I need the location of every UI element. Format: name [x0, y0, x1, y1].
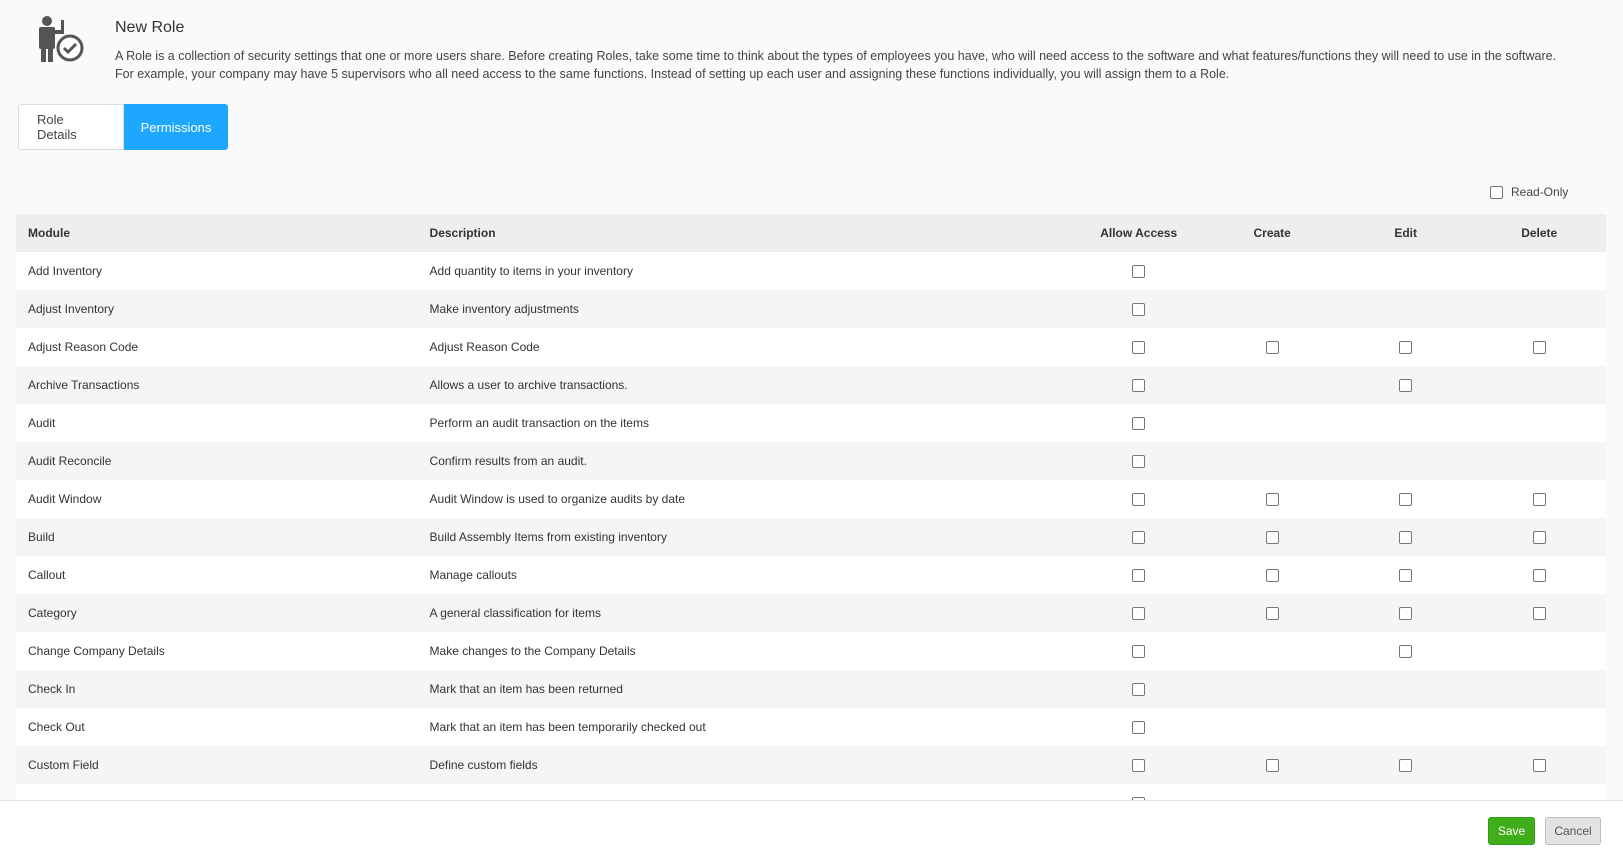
- module-cell: Category: [28, 606, 77, 620]
- column-header-edit: Edit: [1394, 226, 1418, 240]
- allow-checkbox[interactable]: [1132, 379, 1145, 392]
- module-cell: Archive Transactions: [28, 378, 140, 392]
- allow-checkbox[interactable]: [1132, 417, 1145, 430]
- delete-checkbox[interactable]: [1533, 493, 1546, 506]
- create-cell: [1205, 366, 1339, 404]
- module-cell: Check In: [28, 682, 76, 696]
- allow-checkbox[interactable]: [1132, 569, 1145, 582]
- delete-cell: [1472, 594, 1606, 632]
- delete-checkbox[interactable]: [1533, 569, 1546, 582]
- table-row: [16, 366, 1606, 404]
- create-cell: [1205, 404, 1339, 442]
- tab-permissions[interactable]: Permissions: [124, 104, 228, 150]
- allow-checkbox[interactable]: [1132, 341, 1145, 354]
- edit-checkbox[interactable]: [1399, 531, 1412, 544]
- table-header-row: [16, 214, 1606, 252]
- edit-cell: [1339, 366, 1473, 404]
- column-header-allow-access: Allow Access: [1100, 226, 1178, 240]
- edit-checkbox[interactable]: [1399, 759, 1412, 772]
- edit-cell: [1339, 404, 1473, 442]
- delete-cell: [1472, 670, 1606, 708]
- delete-cell: [1472, 708, 1606, 746]
- allow-cell: [1072, 442, 1206, 480]
- edit-cell: [1339, 670, 1473, 708]
- table-row: [16, 556, 1606, 594]
- page-intro: A Role is a collection of security settings that one or more users share. Before creating Roles, take some time to think about the types of employees you have, who will need access to the software and what features/functions they will need to use in the software. For example, your company may have 5 supervisors who all need access to the same functions. Instead of setting up each user and assigning these functions individually, you will assign them to a Role.: [115, 49, 1557, 81]
- allow-cell: [1072, 708, 1206, 746]
- create-cell: [1205, 556, 1339, 594]
- description-cell: Manage callouts: [429, 568, 517, 582]
- create-cell: [1205, 784, 1339, 800]
- delete-cell: [1472, 480, 1606, 518]
- column-header-delete: Delete: [1521, 226, 1558, 240]
- create-cell: [1205, 670, 1339, 708]
- edit-cell: [1339, 746, 1473, 784]
- delete-checkbox[interactable]: [1533, 607, 1546, 620]
- allow-cell: [1072, 366, 1206, 404]
- allow-checkbox[interactable]: [1132, 265, 1145, 278]
- module-cell: Custom Field: [28, 758, 99, 772]
- table-row: [16, 708, 1606, 746]
- description-cell: [418, 784, 1072, 800]
- description-cell: Mark that an item has been temporarily checked out: [429, 720, 706, 734]
- allow-checkbox[interactable]: [1132, 531, 1145, 544]
- table-row: [16, 442, 1606, 480]
- read-only-label: Read-Only: [1511, 185, 1569, 199]
- tab-role-details[interactable]: Role Details: [18, 104, 124, 150]
- description-cell: Define custom fields: [429, 758, 538, 772]
- edit-cell: [1339, 442, 1473, 480]
- module-cell: [16, 784, 418, 800]
- allow-checkbox[interactable]: [1132, 683, 1145, 696]
- allow-checkbox[interactable]: [1132, 721, 1145, 734]
- delete-cell: [1472, 556, 1606, 594]
- delete-cell: [1472, 252, 1606, 290]
- allow-cell: [1072, 328, 1206, 366]
- description-cell: Allows a user to archive transactions.: [429, 378, 628, 392]
- delete-cell: [1472, 784, 1606, 800]
- description-cell: Make inventory adjustments: [429, 302, 579, 316]
- create-cell: [1205, 632, 1339, 670]
- create-checkbox[interactable]: [1266, 759, 1279, 772]
- delete-cell: [1472, 518, 1606, 556]
- description-cell: Perform an audit transaction on the items: [429, 416, 649, 430]
- edit-cell: [1339, 784, 1473, 800]
- edit-cell: [1339, 556, 1473, 594]
- allow-cell: [1072, 518, 1206, 556]
- allow-cell: [1072, 480, 1206, 518]
- description-cell: A general classification for items: [429, 606, 601, 620]
- column-header-module: Module: [28, 226, 70, 240]
- delete-cell: [1472, 442, 1606, 480]
- description-cell: Make changes to the Company Details: [429, 644, 636, 658]
- create-cell: [1205, 252, 1339, 290]
- module-cell: Check Out: [28, 720, 85, 734]
- delete-cell: [1472, 366, 1606, 404]
- allow-checkbox[interactable]: [1132, 493, 1145, 506]
- create-checkbox[interactable]: [1266, 607, 1279, 620]
- allow-checkbox[interactable]: [1132, 759, 1145, 772]
- create-cell: [1205, 480, 1339, 518]
- delete-cell: [1472, 632, 1606, 670]
- edit-cell: [1339, 518, 1473, 556]
- edit-cell: [1339, 632, 1473, 670]
- module-cell: Change Company Details: [28, 644, 165, 658]
- edit-checkbox[interactable]: [1399, 379, 1412, 392]
- create-cell: [1205, 746, 1339, 784]
- table-row: [16, 290, 1606, 328]
- allow-cell: [1072, 784, 1206, 800]
- permissions-table-body: [16, 252, 1606, 800]
- cancel-button[interactable]: Cancel: [1545, 817, 1601, 845]
- module-cell: Audit Window: [28, 492, 102, 506]
- table-row: [16, 480, 1606, 518]
- edit-checkbox[interactable]: [1399, 607, 1412, 620]
- allow-cell: [1072, 594, 1206, 632]
- table-row: [16, 252, 1606, 290]
- create-checkbox[interactable]: [1266, 493, 1279, 506]
- module-cell: Build: [28, 530, 55, 544]
- allow-cell: [1072, 252, 1206, 290]
- allow-cell: [1072, 632, 1206, 670]
- description-cell: Adjust Reason Code: [429, 340, 540, 354]
- edit-checkbox[interactable]: [1399, 341, 1412, 354]
- delete-cell: [1472, 328, 1606, 366]
- allow-checkbox[interactable]: [1132, 303, 1145, 316]
- description-cell: Add quantity to items in your inventory: [429, 264, 633, 278]
- create-cell: [1205, 290, 1339, 328]
- edit-cell: [1339, 708, 1473, 746]
- delete-cell: [1472, 404, 1606, 442]
- table-row: [16, 404, 1606, 442]
- module-cell: Adjust Reason Code: [28, 340, 139, 354]
- column-header-create: Create: [1253, 226, 1291, 240]
- edit-checkbox[interactable]: [1399, 493, 1412, 506]
- edit-checkbox[interactable]: [1399, 645, 1412, 658]
- table-row: [16, 670, 1606, 708]
- create-checkbox[interactable]: [1266, 341, 1279, 354]
- create-cell: [1205, 442, 1339, 480]
- create-checkbox[interactable]: [1266, 569, 1279, 582]
- delete-checkbox[interactable]: [1533, 531, 1546, 544]
- edit-cell: [1339, 290, 1473, 328]
- read-only-toggle[interactable]: [1490, 185, 1568, 199]
- permissions-table-container[interactable]: [16, 214, 1606, 800]
- edit-cell: [1339, 594, 1473, 632]
- module-cell: Audit: [28, 416, 56, 430]
- table-row: [16, 746, 1606, 784]
- description-cell: Mark that an item has been returned: [429, 682, 623, 696]
- delete-checkbox[interactable]: [1533, 341, 1546, 354]
- description-cell: Confirm results from an audit.: [429, 454, 587, 468]
- edit-cell: [1339, 252, 1473, 290]
- delete-cell: [1472, 290, 1606, 328]
- edit-cell: [1339, 480, 1473, 518]
- create-cell: [1205, 594, 1339, 632]
- table-row: [16, 594, 1606, 632]
- allow-checkbox[interactable]: [1132, 455, 1145, 468]
- module-cell: Add Inventory: [28, 264, 103, 278]
- table-row: [16, 632, 1606, 670]
- edit-cell: [1339, 328, 1473, 366]
- module-cell: Callout: [28, 568, 66, 582]
- allow-cell: [1072, 290, 1206, 328]
- table-row: [16, 328, 1606, 366]
- description-cell: Build Assembly Items from existing inventory: [429, 530, 667, 544]
- permissions-table: [16, 214, 1606, 800]
- create-cell: [1205, 328, 1339, 366]
- page-footer: [0, 800, 1623, 857]
- module-cell: Audit Reconcile: [28, 454, 112, 468]
- delete-cell: [1472, 746, 1606, 784]
- table-row: [16, 518, 1606, 556]
- allow-cell: [1072, 556, 1206, 594]
- delete-checkbox[interactable]: [1533, 759, 1546, 772]
- page-title: New Role: [115, 19, 185, 36]
- create-cell: [1205, 518, 1339, 556]
- column-header-description: Description: [429, 226, 496, 240]
- read-only-checkbox[interactable]: [1490, 186, 1503, 199]
- allow-checkbox[interactable]: [1132, 607, 1145, 620]
- table-row: [16, 784, 1606, 800]
- edit-checkbox[interactable]: [1399, 569, 1412, 582]
- create-cell: [1205, 708, 1339, 746]
- role-user-check-icon: [36, 14, 88, 66]
- description-cell: Audit Window is used to organize audits by date: [429, 492, 686, 506]
- save-button[interactable]: Save: [1488, 817, 1535, 845]
- allow-checkbox[interactable]: [1132, 645, 1145, 658]
- module-cell: Adjust Inventory: [28, 302, 115, 316]
- allow-cell: [1072, 404, 1206, 442]
- tab-bar: [18, 104, 228, 150]
- allow-cell: [1072, 746, 1206, 784]
- allow-cell: [1072, 670, 1206, 708]
- create-checkbox[interactable]: [1266, 531, 1279, 544]
